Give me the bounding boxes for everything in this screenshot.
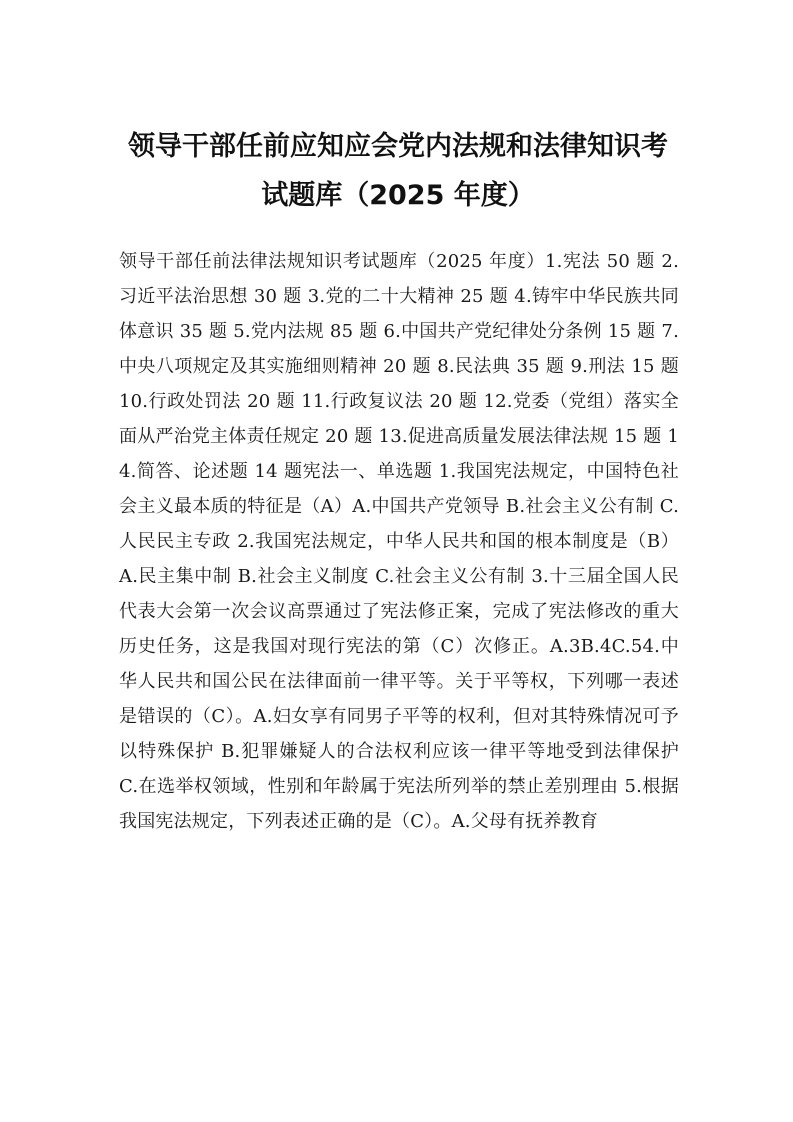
document-title: 领导干部任前应知应会党内法规和法律知识考试题库（2025 年度） (128, 131, 668, 211)
document-body-text: 领导干部任前法律法规知识考试题库（2025 年度）1.宪法 50 题 2.习近平法治思想 30 题 3.党的二十大精神 25 题 4.铸牢中华民族共同体意识 35 题 5.党内法规 85 题 6.中国共产党纪律处分条例 15 题 7.中央八项规定及其实施细则精神 20 题 8.民法典 35 题 9.刑法 15 题 10.行政处罚法 20 题 11.行政复议法 20 题 12.党委（党组）落实全面从严治党主体责任规定 20 题 13.促进高质量发展法律法规 15 题 14.简答、论述题 14 题宪法一、单选题 1.我国宪法规定，中国特色社会主义最本质的特征是（A）A.中国共产党领导 B.社会主义公有制 C.人民民主专政 2.我国宪法规定，中华人民共和国的根本制度是（B）A.民主集中制 B.社会主义制度 C.社会主义公有制 3.十三届全国人民代表大会第一次会议高票通过了宪法修正案，完成了宪法修改的重大历史任务，这是我国对现行宪法的第（C）次修正。A.3B.4C.54.中华人民共和国公民在法律面前一律平等。关于平等权，下列哪一表述是错误的（C）。A.妇女享有同男子平等的权利，但对其特殊情况可予以特殊保护 B.犯罪嫌疑人的合法权利应该一律平等地受到法律保护 C.在选举权领域，性别和年龄属于宪法所列举的禁止差别理由 5.根据我国宪法规定，下列表述正确的是（C）。A.父母有抚养教育 (119, 251, 679, 832)
